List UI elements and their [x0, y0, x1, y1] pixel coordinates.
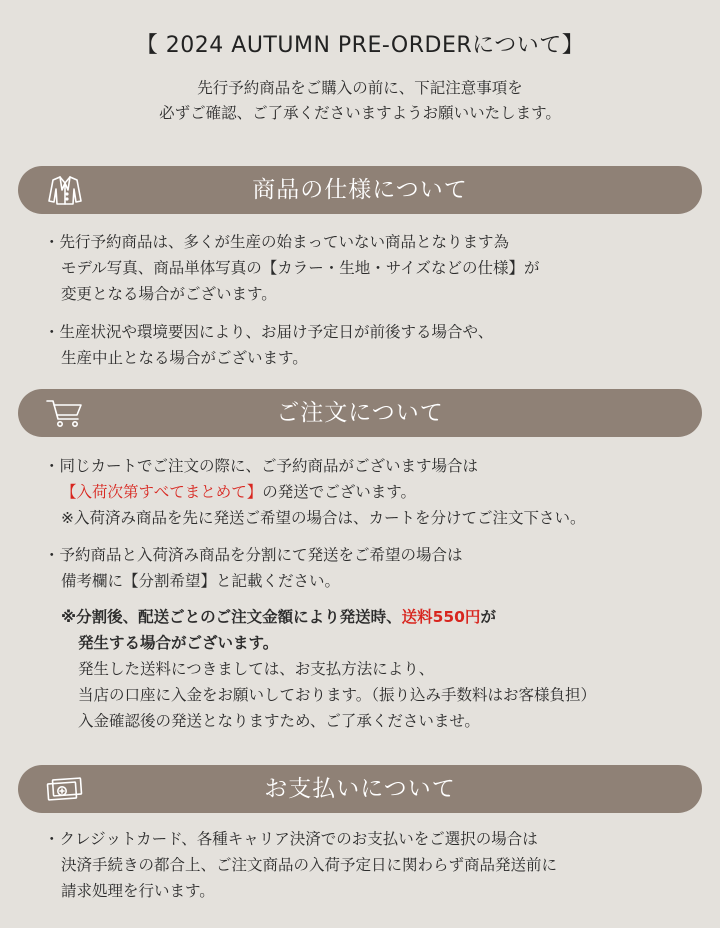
text-line: 備考欄に【分割希望】と記載ください。: [61, 572, 341, 590]
section-header-payment: [18, 765, 702, 813]
text-line: ・クレジットカード、各種キャリア決済でのお支払いをご選択の場合は: [44, 830, 538, 848]
highlight-text: 送料550円: [401, 608, 481, 626]
section-title: 商品の仕様について: [252, 177, 468, 203]
text-line: モデル写真、商品単体写真の【カラー・生地・サイズなどの仕様】が: [61, 259, 540, 277]
section-body-order: [44, 453, 704, 734]
text-line: ・生産状況や環境要因により、お届け予定日が前後する場合や、: [44, 323, 494, 341]
text-line: 当店の口座に入金をお願いしております。（振り込み手数料はお客様負担）: [78, 686, 597, 704]
text-line: ・先行予約商品は、多くが生産の始まっていない商品となります為: [44, 233, 510, 251]
section-title: ご注文について: [276, 400, 444, 426]
text-line: ・予約商品と入荷済み商品を分割にて発送をご希望の場合は: [44, 546, 463, 564]
text-fragment: の発送でございます。: [262, 483, 416, 501]
intro-line: 先行予約商品をご購入の前に、下記注意事項を: [197, 79, 523, 97]
text-line: 変更となる場合がございます。: [61, 285, 277, 303]
list-item: [44, 319, 704, 371]
text-fragment: ※分割後、配送ごとのご注文金額により発送時、: [61, 608, 402, 626]
text-line: 発生した送料につきましては、お支払方法により、: [78, 660, 435, 678]
list-item: [44, 542, 704, 594]
text-line: ※入荷済み商品を先に発送ご希望の場合は、カートを分けてご注文下さい。: [61, 509, 586, 527]
list-item: [44, 453, 704, 531]
section-header-order: [18, 389, 702, 437]
highlight-text: 【入荷次第すべてまとめて】: [61, 483, 263, 501]
text-line: 生産中止となる場合がございます。: [61, 349, 308, 367]
section-header-product-spec: [18, 166, 702, 214]
section-body-product-spec: [44, 229, 704, 371]
section-body-payment: [44, 826, 704, 904]
text-fragment: が: [480, 608, 496, 626]
text-line: 決済手続きの都合上、ご注文商品の入荷予定日に関わらず商品発送前に: [61, 856, 558, 874]
text-line: [44, 479, 704, 505]
section-title: お支払いについて: [264, 776, 456, 802]
list-item: [44, 826, 704, 904]
intro-line: 必ずご確認、ご了承くださいますようお願いいたします。: [159, 104, 561, 122]
page-title: 【 2024 AUTUMN PRE-ORDERについて】: [135, 33, 585, 58]
text-line: 発生する場合がございます。: [78, 634, 279, 652]
text-line: 請求処理を行います。: [61, 882, 215, 900]
list-item: [44, 229, 704, 307]
text-line: [44, 604, 704, 630]
note-block: [44, 604, 704, 734]
text-line: ・同じカートでご注文の際に、ご予約商品がございます場合は: [44, 457, 479, 475]
intro-text: [0, 76, 720, 126]
text-line: 入金確認後の発送となりますため、ご了承くださいませ。: [78, 712, 480, 730]
